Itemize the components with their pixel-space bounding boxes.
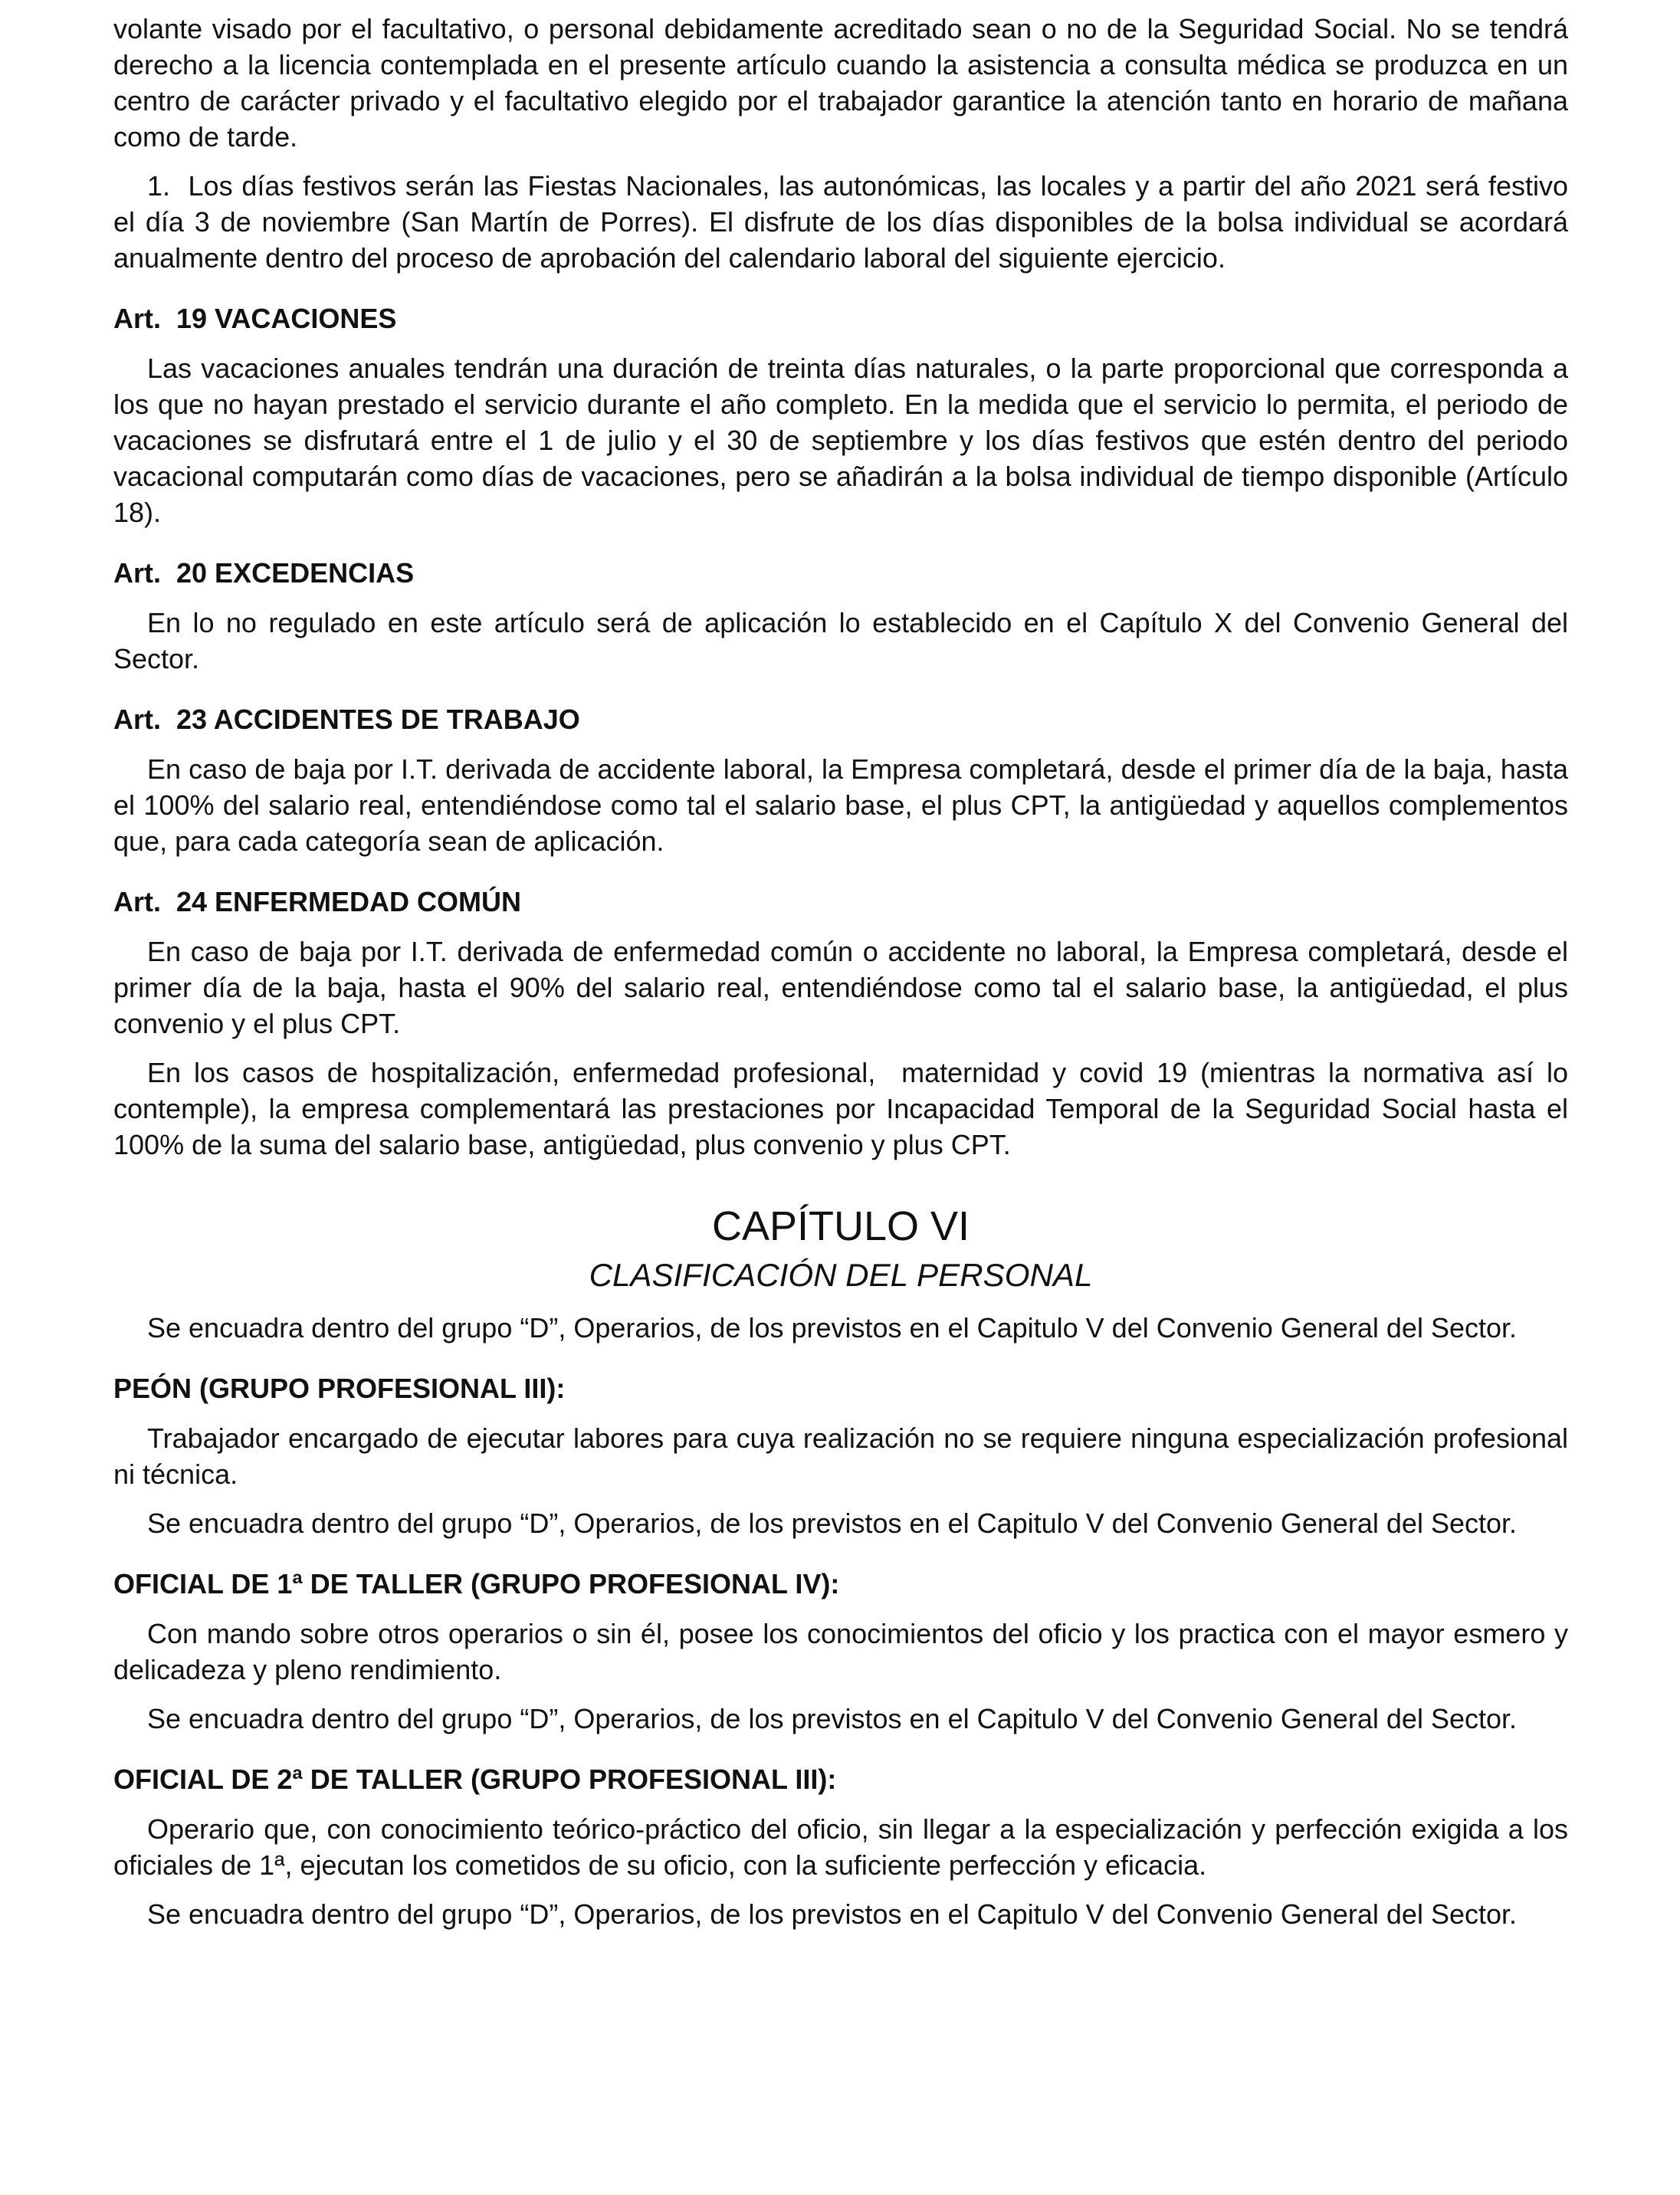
paragraph: Se encuadra dentro del grupo “D”, Operarios, de los previstos en el Capitulo V del Convenio General del Sector.: [147, 1703, 1518, 1734]
paragraph: Operario que, con conocimiento teórico-práctico del oficio, sin llegar a la especialización y perfección exigida a los oficiales de 1ª, ejecutan los cometidos de su oficio, con la suficiente perfección y eficacia.: [113, 1813, 1568, 1881]
chapter-subtitle-clasificacion-del-personal: CLASIFICACIÓN DEL PERSONAL: [589, 1257, 1093, 1293]
paragraph: Trabajador encargado de ejecutar labores para cuya realización no se requiere ninguna especialización profesional ni técnica.: [113, 1422, 1568, 1490]
heading-art-23-accidentes-de-trabajo: Art. 23 ACCIDENTES DE TRABAJO: [113, 704, 580, 735]
paragraph: En caso de baja por I.T. derivada de enfermedad común o accidente no laboral, la Empresa completará, desde el primer día de la baja, hasta el 90% del salario real, entendiéndose como tal el salario base, la antigüedad, el plus convenio y el plus CPT.: [113, 936, 1568, 1039]
paragraph: Se encuadra dentro del grupo “D”, Operarios, de los previstos en el Capitulo V del Convenio General del Sector.: [147, 1898, 1518, 1930]
paragraph: En los casos de hospitalización, enfermedad profesional, maternidad y covid 19 (mientras la normativa así lo contemple), la empresa complementará las prestaciones por Incapacidad Temporal de la Seguridad Social hasta el 100% de la suma del salario base, antigüedad, plus convenio y plus CPT.: [113, 1057, 1568, 1160]
paragraph-continuation: volante visado por el facultativo, o personal debidamente acreditado sean o no de la Seguridad Social. No se tendrá derecho a la licencia contemplada en el presente artículo cuando la asistencia a consulta médica se produzca en un centro de carácter privado y el facultativo elegido por el trabajador garantice la atención tanto en horario de mañana como de tarde.: [113, 13, 1568, 153]
chapter-heading-capitulo-vi: CAPÍTULO VI: [711, 1203, 970, 1249]
heading-peon-grupo-profesional-iii: PEÓN (GRUPO PROFESIONAL III):: [113, 1373, 566, 1404]
paragraph: En caso de baja por I.T. derivada de accidente laboral, la Empresa completará, desde el primer día de la baja, hasta el 100% del salario real, entendiéndose como tal el salario base, el plus CPT, la antigüedad y aquellos complementos que, para cada categoría sean de aplicación.: [113, 753, 1568, 857]
heading-art-19-vacaciones: Art. 19 VACACIONES: [113, 303, 397, 334]
paragraph: En lo no regulado en este artículo será de aplicación lo establecido en el Capítulo X del Convenio General del Sector.: [113, 607, 1568, 674]
paragraph: Se encuadra dentro del grupo “D”, Operarios, de los previstos en el Capitulo V del Convenio General del Sector.: [147, 1312, 1518, 1344]
paragraph: Se encuadra dentro del grupo “D”, Operarios, de los previstos en el Capitulo V del Convenio General del Sector.: [147, 1508, 1518, 1539]
paragraph: Las vacaciones anuales tendrán una duración de treinta días naturales, o la parte proporcional que corresponda a los que no hayan prestado el servicio durante el año completo. En la medida que el servicio lo permita, el periodo de vacaciones se disfrutará entre el 1 de julio y el 30 de septiembre y los días festivos que estén dentro del periodo vacacional computarán como días de vacaciones, pero se añadirán a la bolsa individual de tiempo disponible (Artículo 18).: [113, 353, 1568, 528]
heading-art-24-enfermedad-comun: Art. 24 ENFERMEDAD COMÚN: [113, 886, 522, 917]
heading-oficial-2a-taller: OFICIAL DE 2ª DE TALLER (GRUPO PROFESIONAL III):: [113, 1764, 837, 1795]
paragraph: Con mando sobre otros operarios o sin él, posee los conocimientos del oficio y los practica con el mayor esmero y delicadeza y pleno rendimiento.: [113, 1618, 1568, 1685]
heading-art-20-excedencias: Art. 20 EXCEDENCIAS: [113, 557, 415, 589]
paragraph-numbered-item-1: 1. Los días festivos serán las Fiestas Nacionales, las autonómicas, las locales y a partir del año 2021 será festivo el día 3 de noviembre (San Martín de Porres). El disfrute de los días disponibles de la bolsa individual se acordará anualmente dentro del proceso de aprobación del calendario laboral del siguiente ejercicio.: [113, 170, 1568, 274]
heading-oficial-1a-taller: OFICIAL DE 1ª DE TALLER (GRUPO PROFESIONAL IV):: [113, 1568, 840, 1599]
